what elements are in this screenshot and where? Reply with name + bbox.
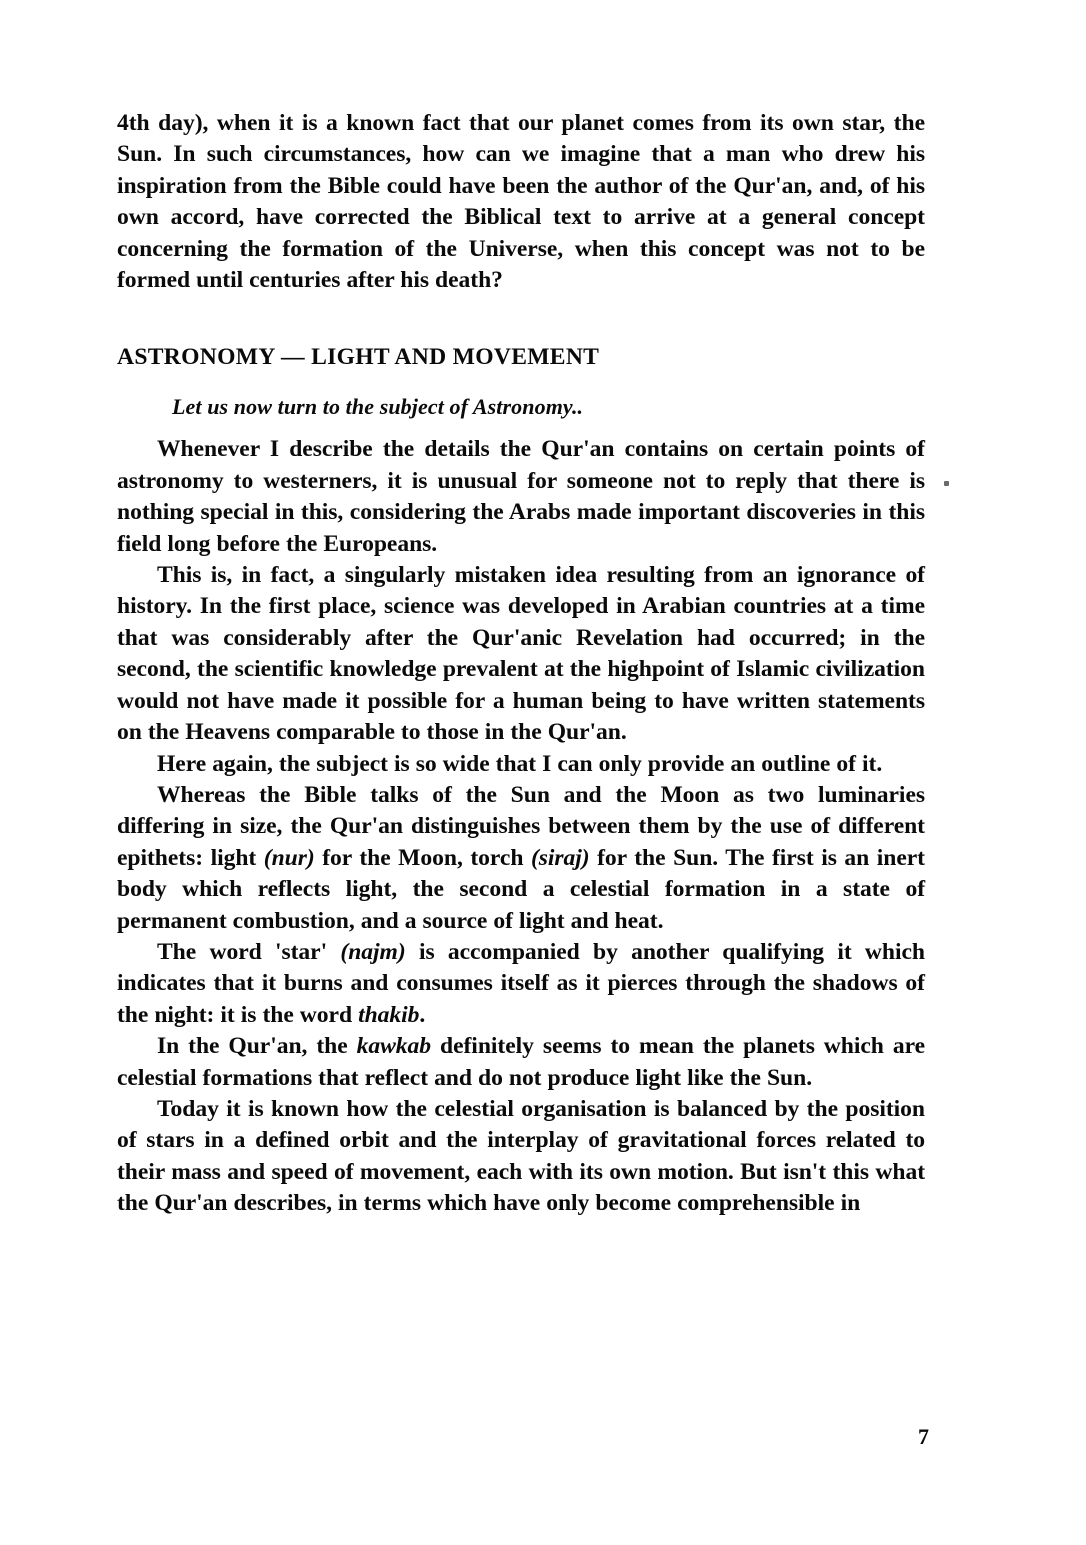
spacer — [117, 422, 925, 434]
paragraph-in-the-quran-kawkab — [117, 1031, 925, 1094]
paragraph-whereas-the-bible — [117, 780, 925, 937]
text-run: Whereas the Bible talks of the Sun and the Moon as two luminaries differing in size, the Qur'an distinguishes between them by the use of different epithets: light — [117, 781, 925, 871]
text-run: for the Moon, torch — [314, 844, 531, 871]
transliteration-najm: (najm) — [340, 938, 406, 965]
text-run: definitely seems to mean the planets which are celestial formations that reflect and do not produce light like the Sun. — [117, 1033, 925, 1091]
spacer — [117, 296, 925, 342]
text-column — [117, 108, 925, 1220]
paragraph-today-it-is-known: Today it is known how the celestial organisation is balanced by the position of stars in a defined orbit and the interplay of gravitational forces related to their mass and speed of movement, each with its own motion. But isn't this what the Qur'an describes, in terms which have only become comprehensible in — [117, 1095, 925, 1217]
text-run: The word 'star' — [157, 938, 341, 965]
text-run: . — [419, 1001, 426, 1028]
spacer — [117, 372, 925, 392]
transliteration-nur: (nur) — [263, 844, 315, 871]
paragraph-continuation: 4th day), when it is a known fact that our planet comes from its own star, the Sun. In such circumstances, how can we imagine that a man who drew his inspiration from the Bible could have been the author of the Qur'an, and, of his own accord, have corrected the Biblical text to arrive at a general concept concerning the formation of the Universe, when this concept was not to be formed until centuries after his death? — [117, 110, 925, 294]
paragraph-whenever: Whenever I describe the details the Qur'an contains on certain points of astronomy to westerners, it is unusual for someone not to reply that there is nothing special in this, considering the Arabs made important discoveries in this field long before the Europeans. — [117, 436, 925, 557]
paragraph-the-word-star — [117, 937, 925, 1031]
scan-artifact-speck — [944, 481, 949, 486]
transliteration-siraj: (siraj) — [530, 844, 590, 871]
section-heading: ASTRONOMY — LIGHT AND MOVEMENT — [117, 344, 600, 371]
text-run: is accompanied by another qualifying it which indicates that it burns and consumes itself as it pierces through the shadows of the night: it is the word — [117, 938, 925, 1028]
transliteration-thakib: thakib — [358, 1001, 420, 1028]
text-run: In the Qur'an, the — [157, 1033, 357, 1060]
paragraph-this-is-in-fact: This is, in fact, a singularly mistaken idea resulting from an ignorance of history. In the first place, science was developed in Arabian countries at a time that was considerably after the Qur'anic Revelation had occurred; in the second, the scientific knowledge prevalent at the highpoint of Islamic civilization would not have made it possible for a human being to have written statements on the Heavens comparable to those in the Qur'an. — [117, 562, 925, 746]
text-run: for the Sun. The first is an inert body which reflects light, the second a celestial formation in a state of permanent combustion, and a source of light and heat. — [117, 844, 925, 934]
epigraph-line: Let us now turn to the subject of Astronomy.. — [172, 394, 584, 420]
transliteration-kawkab: kawkab — [356, 1033, 432, 1060]
paragraph-here-again: Here again, the subject is so wide that I can only provide an outline of it. — [157, 750, 883, 777]
page-number: 7 — [918, 1424, 929, 1449]
